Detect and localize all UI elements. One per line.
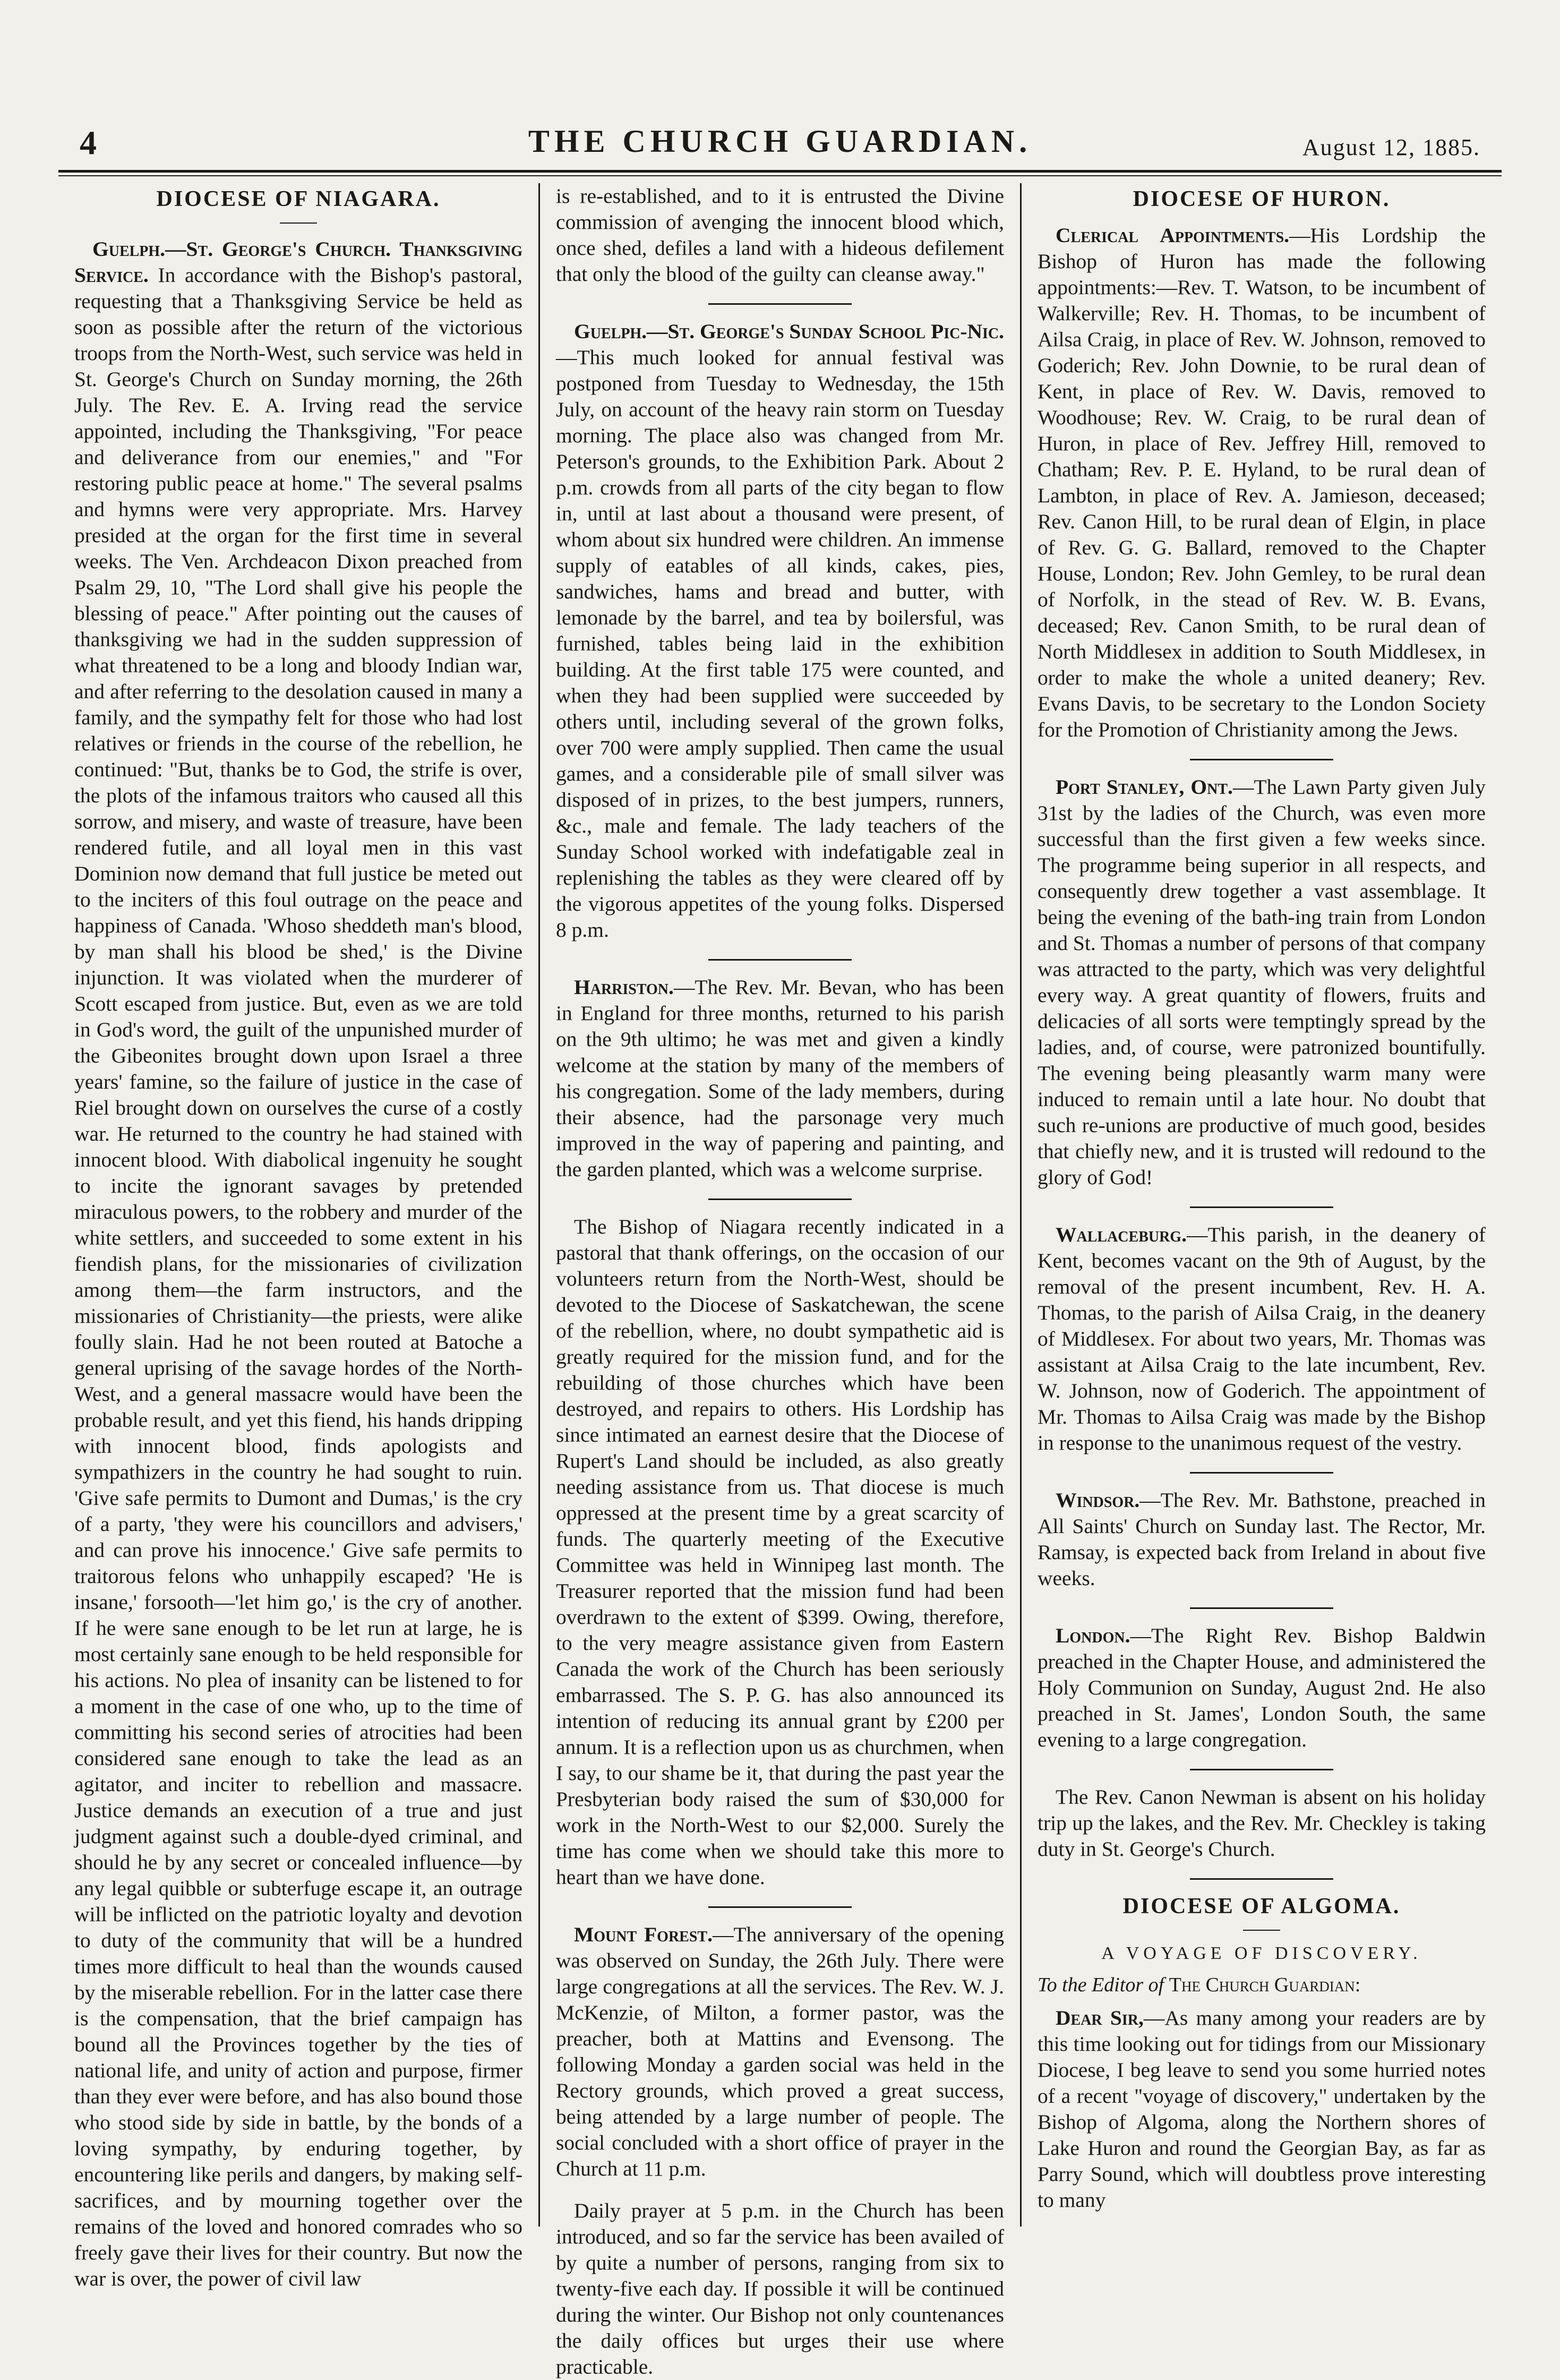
- paper-title: THE CHURCH GUARDIAN.: [528, 124, 1032, 159]
- article-body: The Rev. Canon Newman is absent on his holiday trip up the lakes, and the Rev. Mr. Checkley is taking duty in St. George's Church.: [1038, 1785, 1486, 1861]
- dateline: Harriston.: [574, 975, 674, 999]
- article-clerical-appointments: [1038, 222, 1486, 743]
- article-divider: [1190, 1472, 1333, 1474]
- issue-date: August 12, 1885.: [1302, 134, 1480, 160]
- article-harriston: [556, 974, 1004, 1183]
- article-divider: [708, 959, 852, 961]
- article-body: —The Rev. Mr. Bevan, who has been in England for three months, returned to his parish on the 9th ultimo; he was met and given a kindly welcome at the station by many of the members of his congregation. Some of the lady members, during their absence, had the parsonage very much improved in the way of papering and painting, and the garden planted, which was a welcome surprise.: [556, 975, 1004, 1181]
- article-continuation: [556, 183, 1004, 287]
- article-divider: [1190, 1769, 1333, 1770]
- dateline: Wallaceburg.: [1056, 1223, 1187, 1246]
- article-body: —His Lordship the Bishop of Huron has made the following appointments:—Rev. T. Watson, to be incumbent of Walkerville; Rev. H. Thomas, to be incumbent of Ailsa Craig, in place of Rev. W. Johnson, removed to Goderich; Rev. John Downie, to be rural dean of Kent, in place of Rev. W. Davis, removed to Woodhouse; Rev. W. Craig, to be rural dean of Huron, in place of Rev. Jeffrey Hill, removed to Chatham; Rev. P. E. Hyland, to be rural dean of Lambton, in place of Rev. A. Jamieson, deceased; Rev. Canon Hill, to be rural dean of Elgin, in place of Rev. G. G. Ballard, removed to the Chapter House, London; Rev. John Gemley, to be rural dean of Norfolk, in the stead of Rev. W. B. Evans, deceased; Rev. Canon Smith, to be rural dean of North Middlesex in addition to South Middlesex, in order to make the whole a united deanery; Rev. Evans Davis, to be secretary to the London Society for the Promotion of Christianity among the Jews.: [1038, 224, 1486, 741]
- dateline: Mount Forest.: [574, 1923, 713, 1946]
- letter-body: [1038, 2005, 1486, 2213]
- dateline: Windsor.: [1056, 1488, 1140, 1512]
- salutation: Dear Sir,: [1056, 2006, 1144, 2030]
- article-divider: [708, 303, 852, 305]
- heading-divider: [280, 222, 317, 224]
- article-body: is re-established, and to it is entrusted the Divine commission of avenging the innocent blood which, once shed, defiles a land with a hideous defilement that only the blood of the guilty can cleanse away.": [556, 184, 1004, 286]
- article-body: —The anniversary of the opening was observed on Sunday, the 26th July. There were large congregations at all the services. The Rev. W. J. McKenzie, of Milton, a former pastor, was the preacher, both at Mattins and Evensong. The following Monday a garden social was held in the Rectory grounds, which proved a great success, being attended by a large number of people. The social concluded with a short office of prayer in the Church at 11 p.m.: [556, 1923, 1004, 2180]
- letter-address: [1038, 1973, 1486, 1997]
- article-divider: [1190, 1878, 1333, 1880]
- dateline: Port Stanley, Ont.: [1056, 775, 1233, 799]
- article-divider: [708, 1906, 852, 1908]
- article-body: Daily prayer at 5 p.m. in the Church has been introduced, and so far the service has been availed of by quite a number of persons, ranging from six to twenty-five each day. If possible it will be continued during the winter. Our Bishop not only countenances the daily offices but urges their use where practicable.: [556, 2199, 1004, 2378]
- article-body: —As many among your readers are by this time looking out for tidings from our Missionary Diocese, I beg leave to send you some hurried notes of a recent "voyage of discovery," undertaken by the Bishop of Algoma, along the Northern shores of Lake Huron and round the Georgian Bay, as far as Parry Sound, which will doubtless prove interesting to many: [1038, 2006, 1486, 2212]
- section-heading-algoma: DIOCESE OF ALGOMA.: [1122, 1894, 1401, 1919]
- article-divider: [1190, 1607, 1333, 1609]
- column-3: [1020, 183, 1502, 2227]
- masthead: [80, 118, 1480, 169]
- article-body: —This much looked for annual festival was postponed from Tuesday to Wednesday, the 15th July, on account of the heavy rain storm on Tuesday morning. The place also was changed from Mr. Peterson's grounds, to the Exhibition Park. About 2 p.m. crowds from all parts of the city began to flow in, until at last about a thousand were present, of whom about six hundred were children. An immense supply of eatables of all kinds, cakes, pies, sandwiches, hams and bread and butter, with lemonade by the barrel, and tea by boilersful, was furnished, tables being laid in the exhibition building. At the first table 175 were counted, and when they had been supplied were succeeded by others until, including several of the grown folks, over 700 were amply supplied. Then came the usual games, and a considerable pile of small silver was disposed of in prizes, to the best jumpers, runners, &c., male and female. The lady teachers of the Sunday School worked with indefatigable zeal in replenishing the tables as they were cleared off by the vigorous appetites of the young folks. Dispersed 8 p.m.: [556, 346, 1004, 941]
- article-divider: [1190, 1206, 1333, 1208]
- article-divider: [1190, 759, 1333, 760]
- article-daily-prayer: [556, 2198, 1004, 2380]
- article-body: The Bishop of Niagara recently indicated in a pastoral that thank offerings, on the occasion of our volunteers return from the North-West, should be devoted to the Diocese of Saskatchewan, the scene of the rebellion, where, no doubt sympathetic aid is greatly required for the mission fund, and for the rebuilding of those churches which have been destroyed, and repairs to others. His Lordship has since intimated an earnest desire that the Diocese of Rupert's Land should be included, as also greatly needing assistance from us. That diocese is much oppressed at the present time by a great scarcity of funds. The quarterly meeting of the Executive Committee was held in Winnipeg last month. The Treasurer reported that the mission fund had been overdrawn to the extent of $399. Owing, therefore, to the very meagre assistance given from Eastern Canada the work of the Church has been seriously embarrassed. The S. P. G. has also announced its intention of reducing its annual grant by £200 per annum. It is a reflection upon us as churchmen, when I say, to our shame be it, that during the past year the Presbyterian body raised the sum of $30,000 for work in the North-West to our $2,000. Surely the time has come when we should take this more to heart than we have done.: [556, 1215, 1004, 1889]
- article-body: —The Rev. Mr. Bathstone, preached in All Saints' Church on Sunday last. The Rector, Mr. Ramsay, is expected back from Ireland in about five weeks.: [1038, 1488, 1486, 1590]
- dateline: Guelph.—St. George's Sunday School Pic-Nic.: [574, 320, 1004, 343]
- letter-subheading: A VOYAGE OF DISCOVERY.: [1101, 1944, 1422, 1963]
- article-bishop-pastoral: [556, 1214, 1004, 1890]
- address-prefix: To the Editor of: [1038, 1974, 1164, 1996]
- dateline: Guelph.—St. George's Church. Thanksgiving Service.: [74, 237, 522, 287]
- article-body: In accordance with the Bishop's pastoral, requesting that a Thanksgiving Service be held as soon as possible after the return of the victorious troops from the North-West, such service was held in St. George's Church on Sunday morning, the 26th July. The Rev. E. A. Irving read the service appointed, including the Thanksgiving, "For peace and deliverance from our enemies," and "For restoring public peace at home." The several psalms and hymns were very appropriate. Mrs. Harvey presided at the organ for the first time in several weeks. The Ven. Archdeacon Dixon preached from Psalm 29, 10, "The Lord shall give his people the blessing of peace." After pointing out the causes of thanksgiving we had in the sudden suppression of what threatened to be a long and bloody Indian war, and after referring to the desolation caused in many a family, and the sympathy felt for those who had lost relatives or friends in the course of the rebellion, he continued: "But, thanks be to God, the strife is over, the plots of the infamous traitors who caused all this sorrow, and misery, and waste of treasure, have been rendered futile, and all loyal men in this vast Dominion now demand that full justice be meted out to the inciters of this foul outrage on the peace and happiness of Canada. 'Whoso sheddeth man's blood, by man shall his blood be shed,' is the Divine injunction. It was violated when the murderer of Scott escaped from justice. But, even as we are told in God's word, the guilt of the unpunished murder of the Gibeonites brought down upon Israel a three years' famine, so the failure of justice in the case of Riel brought down on ourselves the curse of a costly war. He returned to the country he had stained with innocent blood. With diabolical ingenuity he sought to incite the ignorant savages by pretended miraculous powers, to the robbery and murder of the white settlers, and succeeded to some extent in his fiendish plans, for the missionaries of civilization among them—the farm instructors, and the missionaries of Christianity—the priests, were alike foully slain. Had he not been routed at Batoche a general uprising of the savage hordes of the North-West, and a general massacre would have been the probable result, and yet this fiend, his hands dripping with innocent blood, finds apologists and sympathizers in the country he had sought to ruin. 'Give safe permits to Dumont and Dumas,' is the cry of a party, 'they were his councillors and advisers,' and can prove his innocence.' Give safe permits to traitorous felons who unhappily escaped? 'He is insane,' forsooth—'let him go,' is the cry of another. If he were sane enough to be let run at large, he is most certainly sane enough to be held responsible for his actions. No plea of insanity can be listened to for a moment in the case of one who, up to the time of committing his second series of atrocities had been considered sane enough to take the lead as an agitator, and inciter to rebellion and massacre. Justice demands an execution of a true and just judgment against such a double-dyed criminal, and should he by any secret or concealed influence—by any legal quibble or subterfuge escape it, an outrage will be inflicted on the patriotic loyalty and devotion to duty of the community that will be a hundred times more difficult to heal than the wounds caused by the miserable rebellion. For in the latter case there is the compensation, that the brief campaign has bound all the Provinces together by the ties of national life, and unity of action and purpose, firmer than they ever were before, and has also bound those who stood side by side in battle, by the bonds of a loving sympathy, by enduring together, by encountering like perils and dangers, by making self-sacrifices, and by mourning together over the remains of the loved and honored comrades who so freely gave their lives for their country. But now the war is over, the power of civil law: [74, 263, 523, 2290]
- article-guelph-thanksgiving: [74, 236, 522, 2292]
- article-mount-forest: [556, 1922, 1004, 2182]
- section-heading-huron: DIOCESE OF HURON.: [1133, 187, 1391, 211]
- address-paper-name: The Church Guardian:: [1169, 1974, 1361, 1996]
- article-london: [1038, 1623, 1486, 1753]
- article-windsor: [1038, 1487, 1486, 1591]
- dateline: Clerical Appointments.: [1056, 224, 1290, 247]
- column-2: [538, 183, 1020, 2378]
- article-body: —The Lawn Party given July 31st by the ladies of the Church, was even more successful than the first given a few weeks since. The programme being superior in all respects, and consequently drew together a vast assemblage. It being the evening of the bath-ing train from London and St. Thomas a number of persons of that company was attracted to the party, which was very delightful every way. A great quantity of flowers, fruits and delicacies of all sorts were temptingly spread by the ladies, and, of course, were patronized bountifully. The evening being pleasantly warm many were induced to remain until a late hour. No doubt that such re-unions are productive of much good, besides that chiefly new, and it is trusted will redound to the glory of God!: [1038, 775, 1486, 1189]
- article-guelph-picnic: [556, 319, 1004, 943]
- article-columns: [58, 183, 1502, 2378]
- article-port-stanley: [1038, 774, 1486, 1191]
- masthead-rule: [58, 170, 1502, 176]
- column-1: [58, 183, 538, 2290]
- article-canon-newman: [1038, 1784, 1486, 1862]
- section-heading-niagara: DIOCESE OF NIAGARA.: [156, 187, 441, 211]
- article-wallaceburg: [1038, 1222, 1486, 1456]
- page-number: 4: [80, 124, 97, 161]
- heading-divider: [1243, 1930, 1280, 1931]
- article-divider: [708, 1198, 852, 1200]
- article-body: —This parish, in the deanery of Kent, becomes vacant on the 9th of August, by the removal of the present incumbent, Rev. H. A. Thomas, to the parish of Ailsa Craig, in the deanery of Middlesex. For about two years, Mr. Thomas was assistant at Ailsa Craig to the late incumbent, Rev. W. Johnson, now of Goderich. The appointment of Mr. Thomas to Ailsa Craig was made by the Bishop in response to the unanimous request of the vestry.: [1038, 1223, 1486, 1454]
- article-body: —The Right Rev. Bishop Baldwin preached in the Chapter House, and administered the Holy Communion on Sunday, August 2nd. He also preached in St. James', London South, the same evening to a large congregation.: [1038, 1624, 1486, 1751]
- dateline: London.: [1056, 1624, 1130, 1647]
